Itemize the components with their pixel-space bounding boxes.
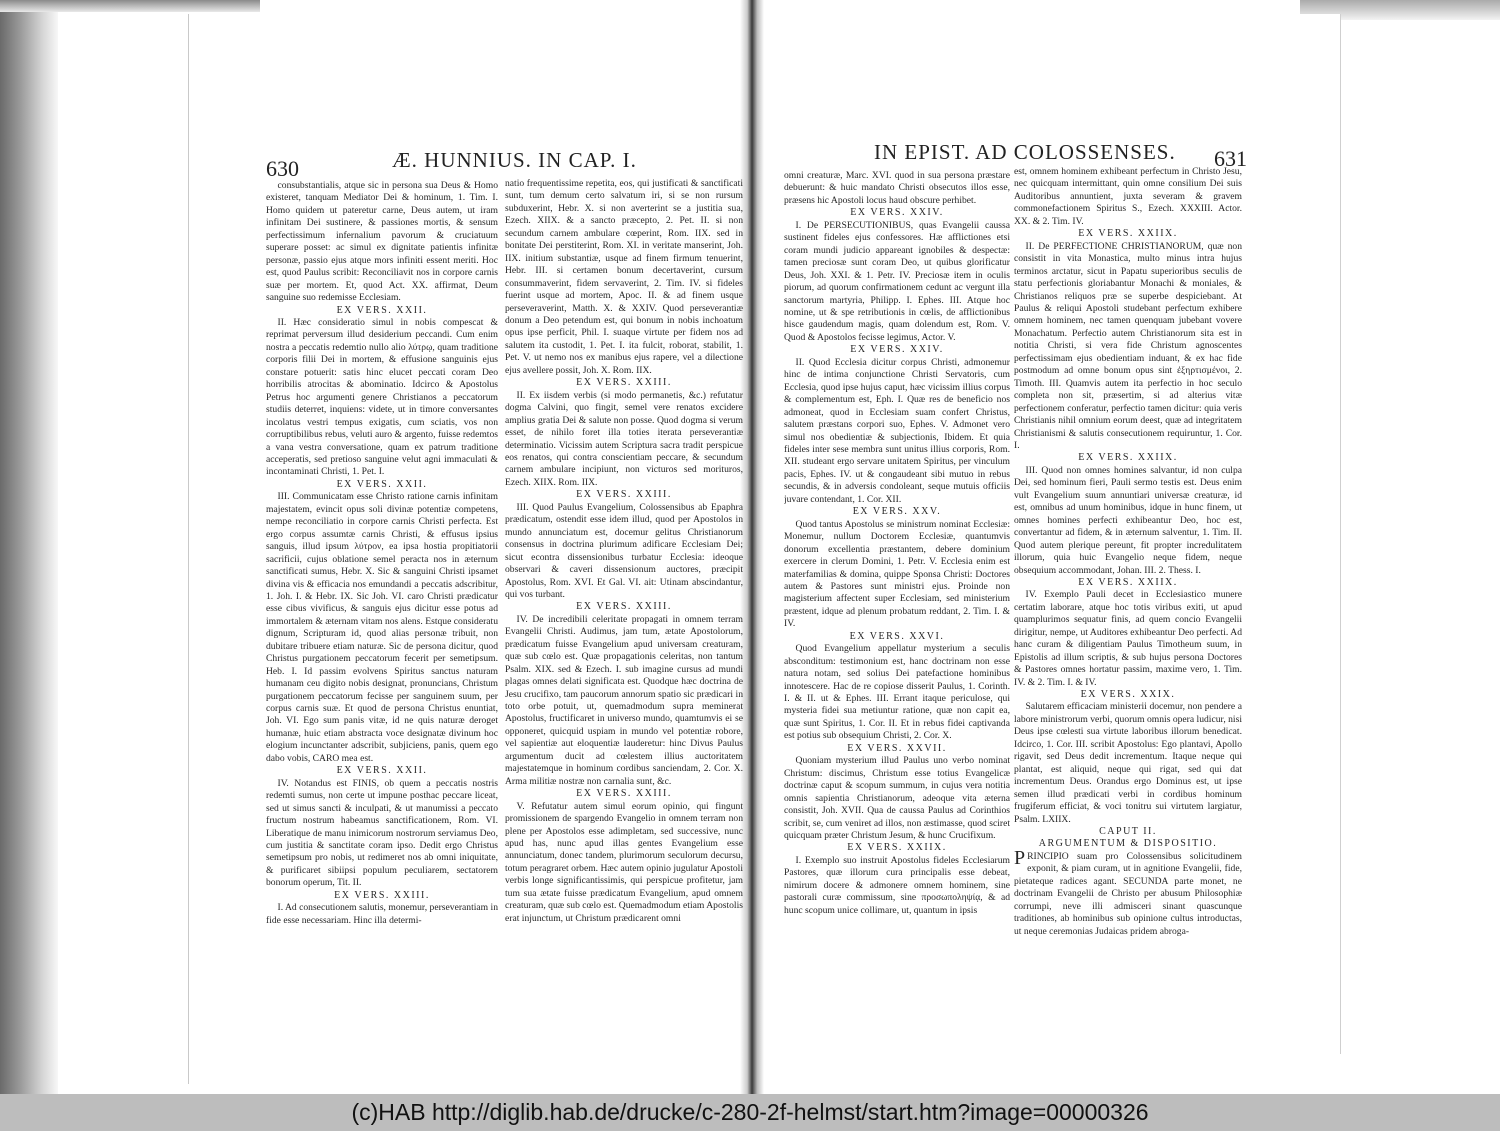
right-running-head: IN EPIST. AD COLOSSENSES. <box>874 140 1176 164</box>
section-heading: EX VERS. XXVII. <box>847 742 947 754</box>
paragraph <box>1014 846 1242 938</box>
section-heading: EX VERS. XXIII. <box>576 601 672 613</box>
left-page-number: 630 <box>266 156 299 181</box>
section-heading: EX VERS. XXV. <box>852 506 942 518</box>
section-heading: EX VERS. XXIII. <box>576 377 672 389</box>
section-heading: EX VERS. XXIIX. <box>1078 452 1178 464</box>
paragraph: Quoniam mysterium illud Paulus uno verbo nominat Christum: discimus, Christum esse totius Evangelicæ doctrinæ caput & scopum summum, in cujus vera notitia omnis sapientia Christianorum, adeoque vita æterna consistit, Joh. XVII. Qua de caussa Paulus ad Corinthios scribit, se, cum veniret ad illos, non æstimasse, quod sciret quicquam præter Christum Jesum, & hunc Crucifixum. <box>784 755 1010 842</box>
section-heading: EX VERS. XXIIX. <box>847 842 947 854</box>
paragraph: I. Ad consecutionem salutis, monemur, perseverantiam in fide esse necessariam. Hinc illa determi- <box>266 902 498 926</box>
section-heading: ARGUMENTUM & DISPOSITIO. <box>1038 838 1218 850</box>
paragraph: est, omnem hominem exhibeant perfectum in Christo Jesu, nec quicquam intermittant, quin omne consilium Dei suis Auditoribus annuntient, juxta severam & gravem commonefactionem Spiritus S., Ezech. XXXIII. Actor. XX. & 2. Tim. IV. <box>1014 166 1242 227</box>
book-edge-top-left <box>0 0 260 12</box>
section-heading: EX VERS. XXIV. <box>850 344 944 356</box>
section-heading: EX VERS. XXIX. <box>1080 689 1176 701</box>
paragraph: I. Exemplo suo instruit Apostolus fideles Ecclesiarum Pastores, quæ illorum cura principalis esse debeat, nimirum docere & admonere omnem hominem, sine pastorali curæ commissum, sine προσωποληψίᾳ, & ad hunc scopum unice collimare, ut, quantum in ipsis <box>784 854 1010 916</box>
section-heading: EX VERS. XXII. <box>336 478 428 490</box>
paragraph: III. Quod Paulus Evangelium, Colossensibus ab Epaphra prædicatum, ostendit esse idem illud, quod per Apostolos in mundo annunciatum est, docemur gelitus Christianorum consensus in doctrina plurimum adificare Ecclesiam Dei; sicut econtra dissensionibus turbatur Ecclesia: ideoque observari & caveri dissensionum auctores, præcipit Apostolus, Rom. XVI. Et Gal. VI. ait: Utinam abscindantur, qui vos turbant. <box>505 501 743 600</box>
paragraph: natio frequentissime repetita, eos, qui justificati & sanctificati sunt, tum demum certo salvatum iri, si se non rursum subduxerint, Hebr. X. si non averterint se a justitia sua, Ezech. XIIX. & a sancto præcepto, 2. Pet. II. si non secundum carnem ambulare cœperint, Rom. IIX. sed in bonitate Dei perstiterint, Rom. XI. in veritate manserint, Joh. IIX. initium substantiæ, usque ad finem firmum tenuerint, Hebr. III. si certamen bonum decertaverint, cursum consummaverint, fidem servaverint, 2. Tim. IV. si fideles fuerint usque ad mortem, Apoc. II. & ad finem usque perseveraverint, Matth. X. & XXIV. Quod perseverantiæ donum a Deo petendum est, qui bonum in nobis inchoatum opus ipse perficit, Phil. I. suaque virtute per fidem nos ad salutem ita custodit, 1. Pet. I. ita fulcit, roborat, stabilit, 1. Pet. V. ut nemo nos ex manibus ejus rapere, vel a dilectione ejus avellere possit, Joh. X. Rom. IIX. <box>505 178 743 376</box>
paragraph: Salutarem efficaciam ministerii docemur, non pendere a labore ministrorum verbi, quorum omnis opera ludicur, nisi Deus ipse cœlesti sua virtute laboribus illorum benedicat. Idcirco, 1. Cor. III. scribit Apostolus: Ego plantavi, Apollo rigavit, sed Deus dedit incrementum. Itaque neque qui plantat, est aliquid, neque qui rigat, sed qui dat incrementum Deus. Orandus ergo Dominus est, ut ipse semen illud prædicati verbi in cordibus hominum frugiferum efficiat, & voci tonitru sui virtutem largiatur, Psalm. LXIIX. <box>1014 701 1242 825</box>
paragraph-text: RINCIPIO suam pro Colossensibus solicitudinem exponit, & piam curam, ut in agnitione Evangelii, fide, pietateque radices agant. SECUNDA parte monet, ne doctrinam Evangelii de Christo per abusum Philosophiæ corrumpi, neve illi admisceri sinant quascunque traditiones, ab hominibus sub opinione cultus introductas, ut neque ceremonias Judaicas pridem abroga- <box>1014 850 1242 937</box>
paragraph: Quod Evangelium appellatur mysterium a seculis absconditum: testimonium est, hanc doctrinam non esse natura notam, sed solius Dei patefactione hominibus innotescere. Hac de re copiose disserit Paulus, 1. Corinth. I. & II. ut & Ephes. III. Errant itaque periculose, qui mysteria fidei sua metiuntur ratione, quæ non capit ea, quæ sunt Spiritus, 1. Cor. II. Et in rebus fidei captivanda est potius sub obsequium Christi, 2. Cor. X. <box>784 643 1010 742</box>
section-heading: EX VERS. XXVI. <box>849 630 945 642</box>
section-heading: EX VERS. XXIIX. <box>1078 228 1178 240</box>
paragraph: IV. Notandus est FINIS, ob quem a peccatis nostris redemti sumus, non certe ut impune posthac peccare liceat, sed ut simus sancti & inculpati, & ut manumissi a peccato fructum nostrum habeamus sanctificationem, Rom. VI. Liberatique de manu inimicorum nostrorum serviamus Deo, cum justitia & sanctitate coram ipso. Dedit ergo Christus semetipsum pro nobis, ut redimeret nos ab omni iniquitate, & purificaret sibiipsi populum peculiarem, sectatorem bonorum operum, Tit. II. <box>266 777 498 889</box>
paragraph: II. Ex iisdem verbis (si modo permanetis, &c.) refutatur dogma Calvini, quo fingit, semel vere renatos excidere amplius gratia Dei & salute non posse. Quod dogma si verum esset, de nihilo foret illa toties iterata perseverantiæ determinatio. Vicissim autem Scriptura sacra tradit perspicue eos renatos, qui contra conscientiam peccare, & secundum carnem ambulare incipiunt, non victuros sed morituros, Ezech. XIIX. Rom. IIX. <box>505 389 743 488</box>
paragraph: IV. Exemplo Pauli decet in Ecclesiastico munere certatim laborare, atque hoc totis viribus exiti, ut apud quamplurimos sequatur finis, ad quem concio Evangelii dirigitur, nempe, ut Auditores exhibeantur Deo perfecti. Ad hanc curam & diligentiam Paulus Timotheum suum, in Epistolis ad illum scriptis, & sub hujus persona Doctores & Pastores omnes hortatur passim, maxime vero, 1. Tim. IV. & 2. Tim. I. & IV. <box>1014 589 1242 688</box>
section-heading: CAPUT II. <box>1099 826 1157 838</box>
left-page-column-1 <box>266 180 498 980</box>
paragraph: IV. De incredibili celeritate propagati in omnem terram Evangelii Christi. Audimus, jam tum, ætate Apostolorum, prædicatum fuisse Evangelium apud universam creaturam, quæ sub cœlo est. Quæ propagationis celeritas, non tantum Psalm. XIX. sed & Ezech. I. sub imagine cursus ad mundi plagas omnes delati significata est. Quodque hæc doctrina de Jesu crucifixo, tam paucorum annorum spatio sic prædicari in toto orbe potuit, ut, quemadmodum supra meminerat Apostolus, fructificaret in universo mundo, quamtumvis ei se opponeret, quicquid uspiam in mundo vel potentiæ robore, vel sapientiæ aut eloquentiæ lauderetur: hinc Divus Paulus argumentum ducit ad cœlestem illius auctoritatem majestatemque in hominum cordibus sanciendam, 2. Cor. X. Arma militiæ nostræ non carnalia sunt, &c. <box>505 613 743 787</box>
right-page-column-1 <box>784 170 1010 1000</box>
right-page-column-2 <box>1014 166 1242 982</box>
paragraph: II. Hæc consideratio simul in nobis compescat & reprimat perversum illud desiderium peccandi. Cum enim nostra a peccatis redemtio nullo alio λύτρῳ, quam traditione corporis filii Dei in mortem, & effusione sanguinis ejus constare potuerit: satis hinc elucet peccati coram Deo horribilis atrocitas & abominatio. Idcirco & Apostolus Petrus hoc argumenti genere Christianos a peccatorum studiis deterret, inquiens: videte, ut in timore conversantes incolatus vestri tempus exigatis, cum sciatis, vos non corruptibilibus rebus, veluti auro & argento, fuisse redemtos a vana vestra conversatione, quam ex patrum traditione acceperatis, sed pretioso sanguine velut agni immaculati & incontaminati Christi, 1. Pet. I. <box>266 316 498 478</box>
drop-capital: P <box>1014 846 1026 869</box>
paragraph: omni creaturæ, Marc. XVI. quod in sua persona præstare debuerunt: & huic mandato Christi obsecutos illos esse, præsens hic Apostoli locus haud obscure perhibet. <box>784 170 1010 206</box>
paragraph: II. De PERFECTIONE CHRISTIANORUM, quæ non consistit in vita Monastica, multo minus intra hujus terminos arctatur, sicut in Papatu superioribus seculis de statu perfectionis gloriabantur Monachi & moniales, & Christianos reliquos præ se superbe despiciebant. At Paulus & reliqui Apostoli studebant perfectum exhibere omnem hominem, nec tamen quenquam jubebant vovere Monachatum. Perfectio autem Christianorum sita est in notitia Christi, si vera fide Christum agnoscentes perfectissimam ejus obedientiam induant, & ex hac fide postmodum ad omne bonum opus sint ἐξηρτισμένοι, 2. Timoth. III. Quamvis autem ita perfectio in hoc seculo completa non sit, præsertim, si ad alterius vitæ perfectionem conferatur, perfectio tamen dicitur: quia veris Christianis nihil omnium eorum deest, quæ ad integritatem Christianismi & salutis consecutionem requiruntur, 1. Cor. I. <box>1014 240 1242 451</box>
book-gutter <box>740 0 764 1094</box>
paragraph: I. De PERSECUTIONIBUS, quas Evangelii caussa sustinent fideles ejus confessores. Hæ afflictiones etsi coram mundi judicio appareant ignobiles & despectæ: tamen preciosæ sunt coram Deo, ut quibus glorificatur Deus, Joh. XXI. & 1. Petr. IV. Preciosæ item in oculis piorum, ad quorum confirmationem cedunt ac vergunt illa sanctorum martyria, Philipp. I. Ephes. III. Atque hoc nomine, ut & spe retributionis in cœlis, de afflictionibus hisce gaudendum magis, quam dolendum est, Rom. V. Quod & Apostolos fecisse legimus, Actor. V. <box>784 219 1010 343</box>
paragraph: V. Refutatur autem simul eorum opinio, qui fingunt promissionem de spargendo Evangelio in omnem terram non plene per Apostolos esse adimpletam, sed successive, nunc apud has, nunc apud illas gentes Evangelium esse annunciatum, donec tandem, plurimorum seculorum decursu, totum peragraret orbem. Hæc autem opinio jugulatur Apostoli verbis longe significantissimis, qui perspicue profitetur, jam tum sua ætate fuisse prædicatum Evangelium, apud omnem creaturam, quæ sub cœlo est. Quemadmodum etiam Apostolis erat injunctum, ut Christum prædicarent omni <box>505 800 743 924</box>
paragraph: consubstantialis, atque sic in persona sua Deus & Homo existeret, tanquam Mediator Dei & hominum, 1. Tim. I. Homo quidem ut pateretur carne, Deus autem, ut iram infinitam Dei sustinere, & passiones mortis, & sensum perfectissimum infernalium pavorum & cruciatuum superare posset: ac simul ex dignitate patientis infinitæ personæ, passio ejus atque mors infiniti essent meriti. Hoc est, quod Paulus scribit: Reconciliavit nos in corpore carnis suæ per mortem. Et, quod Act. XX. affirmat, Deum sanguine suo redemisse Ecclesiam. <box>266 180 498 304</box>
paragraph: II. Quod Ecclesia dicitur corpus Christi, admonemur hinc de intima conjunctione Christi Servatoris, cum Ecclesia, quod ipse hujus caput, hæc vicissim illius corpus & complementum est, Eph. I. Quæ res de beneficio nos admoneat, quod in Ecclesiam suam confert Christus, salutem præstans corpori suo, Ephes. V. Admonet vero simul nos obedientiæ & subjectionis, Ibidem. Et quia fideles inter sese membra sunt unitus illius corporis, Rom. XII. studeant ergo servare unitatem Spiritus, per vinculum pacis, Ephes. IV. ut & congaudeant sibi mutuo in rebus secundis, & in adversis condoleant, seque mutuis officiis juvare contendant, 1. Cor. XII. <box>784 356 1010 505</box>
book-edge-left <box>0 0 58 1094</box>
section-heading: EX VERS. XXIII. <box>576 788 672 800</box>
paragraph: Quod tantus Apostolus se ministrum nominat Ecclesiæ: Monemur, nullum Doctorem Ecclesiæ, quantumvis donorum excellentia præstantem, debere dominium exercere in clerum Domini, 1. Petr. V. Ecclesia enim est materfamilias & domina, quippe Sponsa Christi: Doctores autem & Pastores sunt ministri ejus. Proinde non magisterium affectent super Ecclesiam, sed ministerium præstent, idque ad plenum probatum reddant, 2. Tim. I. & IV. <box>784 518 1010 630</box>
left-running-head: Æ. HUNNIUS. IN CAP. I. <box>392 148 637 172</box>
paragraph: III. Quod non omnes homines salvantur, id non culpa Dei, sed hominum fieri, Pauli sermo testis est. Deus enim vult Evangelium suum annuntiari universæ creaturæ, id est, omnibus ad unum hominibus, idque in hunc finem, ut omnes homines perfecti exhibeantur Deo, hoc est, convertantur ad fidem, & in æternum salventur, 1. Tim. II. Quod autem plerique pereunt, fit propter incredulitatem illorum, quia huic Evangelio neque fidem, neque obsequium accommodant, Johan. III. 2. Thess. I. <box>1014 464 1242 576</box>
left-page-column-2 <box>505 178 743 980</box>
copyright-url: (c)HAB http://diglib.hab.de/drucke/c-280-2f-helmst/start.htm?image=00000326 <box>351 1099 1149 1125</box>
copyright-footer <box>0 1094 1500 1131</box>
section-heading: EX VERS. XXII. <box>336 765 428 777</box>
section-heading: EX VERS. XXIV. <box>850 207 944 219</box>
section-heading: EX VERS. XXIII. <box>576 489 672 501</box>
right-page-number: 631 <box>1214 146 1247 171</box>
paragraph: III. Communicatam esse Christo ratione carnis infinitam majestatem, evincit opus soli divinæ potentiæ competens, nempe reconciliatio in corpore carnis Christi perfecta. Est ergo corpus assumtæ carnis Christi, & effusus ipsius sanguis, illud ipsum λύτρον, ea ipsa hostia propitiatorii sacrificii, cujus oblatione semel peracta nos in æternum sanctificati sumus, Hebr. X. Sic & sanguini Christi ipsamet divina vis & efficacia nos emundandi a peccatis adscribitur, 1. Joh. I. & Hebr. IX. Sic Joh. VI. caro Christi prædicatur esse cibus vivificus, & sanguis ejus dicitur esse potus ad immortalem & æternam vitam nos alens. Estque consideratu dignum, Scripturam id, quod alias personæ tribuit, non dubitare tribuere etiam naturæ. Sic de persona dicitur, quod Christus purgationem peccatorum fecerit per semetipsum. Heb. I. Id passim evolvens Spiritus sanctus naturam humanam ceu digito nobis designat, pronuncians, Christum purgationem peccatorum fecisse per sanguinem suum, per corpus carnis suæ. Et quod de persona Christus enuntiat, Joh. VI. Ego sum panis vitæ, id ne quis naturæ deroget humanæ, huic etiam abstracta voce designatæ divinum hoc elogium incunctanter adscribit, subjiciens, panis, quem ego dabo vobis, CARO mea est. <box>266 491 498 764</box>
section-heading: EX VERS. XXII. <box>336 304 428 316</box>
section-heading: EX VERS. XXIIX. <box>1078 576 1178 588</box>
section-heading: EX VERS. XXIII. <box>334 889 430 901</box>
